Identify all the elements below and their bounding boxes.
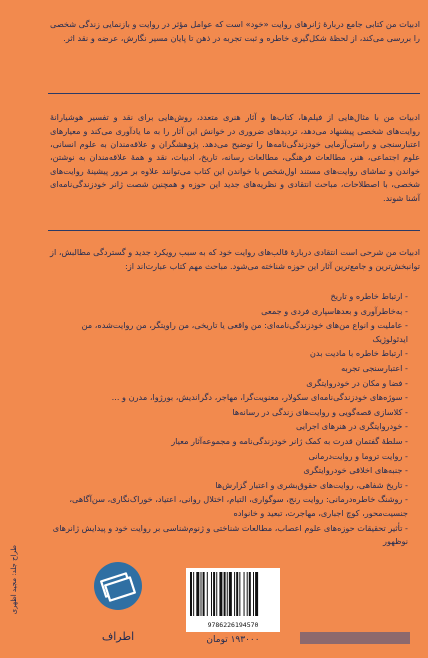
topic-item: - روشنگ خاطره‌درمانی: روایت رنج، سوگواری، التیام، اختلال روانی، اعتیاد، خوراک‌نگاری، سن‌آگاهی، جنسیت‌محور، کوچ اجباری، مهاجرت، تبعید و خانواده bbox=[69, 494, 408, 518]
section-divider bbox=[48, 230, 420, 231]
topic-item: - اعتبارسنجی تجربه bbox=[341, 362, 408, 373]
topic-item: - به‌خاطرآوری و بعدهاسپاری فردی و جمعی bbox=[261, 305, 408, 316]
topic-item: - تاریخ شفاهی، روایت‌های حقوق‌بشری و اعتبار گزارش‌ها bbox=[215, 479, 408, 490]
topic-item: - سوژه‌های خودزندگی‌نامه‌ای سکولار، معنویت‌گرا، مهاجر، دگراندیش، بورژوا، مدرن و ... bbox=[111, 392, 408, 403]
topic-item: - خودروایتگری در هنرهای اجرایی bbox=[295, 421, 408, 432]
description-paragraph: ادبیات من با مثال‌هایی از فیلم‌ها، کتاب‌ها و آثار هنری متعدد، روش‌هایی برای نقد و تفسیر هوشیارانهٔ روایت‌های شخصی پیشنهاد می‌دهد، تردیدهای ضروری در خوانش این آثار را به ما یادآوری می‌کند و معیارهای اعتبارسنجی و راستی‌آزمایی خودزندگی‌نامه‌ها را توضیح می‌دهد. پژوهشگران و علاقه‌مندان به علوم انسانی، علوم اجتماعی، هنر، مطالعات فرهنگی، مطالعات رسانه، تاریخ، ادبیات، نقد و همهٔ علاقه‌مندان به نوشتن، خواندن و تماشای روایت‌های مستند اول‌شخص با خواندن این کتاب می‌توانند علاوه بر مرور پیشینهٔ روایت‌های شخصی، با اصطلاحات، مباحث انتقادی و نظریه‌های جدید این حوزه و همچنین شصت ژانر خودزندگی‌نامه‌ای آشنا شوند. bbox=[50, 112, 420, 203]
topic-item: - سلطهٔ گفتمان قدرت به کمک ژانر خودزندگی‌نامه و مجموعه‌آثار معیار bbox=[171, 435, 408, 446]
topic-item: - ارتباط خاطره با مادیت بدن bbox=[309, 348, 408, 359]
section-divider bbox=[48, 93, 420, 94]
publisher-name: اطراف bbox=[101, 630, 135, 643]
topic-item: - تأثیر تحقیقات حوزه‌های علوم اعصاب، مطالعات شناختی و ژنوم‌شناسی بر روایت خود و پیدایش ژانرهای نوظهور bbox=[52, 522, 408, 547]
topic-item: - کلاسازی قصه‌گویی و روایت‌های زندگی در رسانه‌ها bbox=[232, 406, 408, 417]
barcode-icon bbox=[186, 568, 280, 620]
isbn-digits: 9786226194570 bbox=[207, 621, 259, 629]
intro-paragraph: ادبیات من کتابی جامع دربارهٔ ژانرهای روایت «خود» است که عوامل مؤثر در روایت و بازنمایی زندگی شخصی را بررسی می‌کند، از لحظهٔ شکل‌گیری خاطره و ثبت تجربه در ذهن تا پایان مسیر نگارش، عرضه و نقد اثر. bbox=[50, 19, 420, 43]
topic-item: - ارتباط خاطره و تاریخ bbox=[330, 291, 408, 301]
sticker-strip bbox=[300, 628, 410, 648]
publisher-logo-icon bbox=[88, 560, 148, 650]
topics-list bbox=[48, 290, 408, 550]
topic-item: - روایت تروما و روایت‌درمانی bbox=[308, 450, 408, 461]
price-label: ۱۹۳۰۰۰ تومان bbox=[206, 635, 260, 645]
cover-designer-credit: طراح جلد: مجید اظهری bbox=[10, 545, 18, 615]
topics-intro-paragraph: ادبیات من شرحی است انتقادی دربارهٔ قالب‌های روایت خود که به سبب رویکرد جدید و گستردگی مطالبش، از توانبخش‌ترین و جامع‌ترین آثار این حوزه شناخته می‌شود. مباحث مهم کتاب عبارت‌اند از: bbox=[50, 247, 420, 271]
topic-item: - عاملیت و انواع من‌های خودزندگی‌نامه‌ای: من واقعی یا تاریخی، من راویتگر، من روایت‌شده، من ایدئولوژیک bbox=[81, 320, 408, 344]
topic-item: - جنبه‌های اخلاقی خودروایتگری bbox=[303, 465, 408, 476]
topic-item: - فضا و مکان در خودروایتگری bbox=[306, 377, 408, 388]
